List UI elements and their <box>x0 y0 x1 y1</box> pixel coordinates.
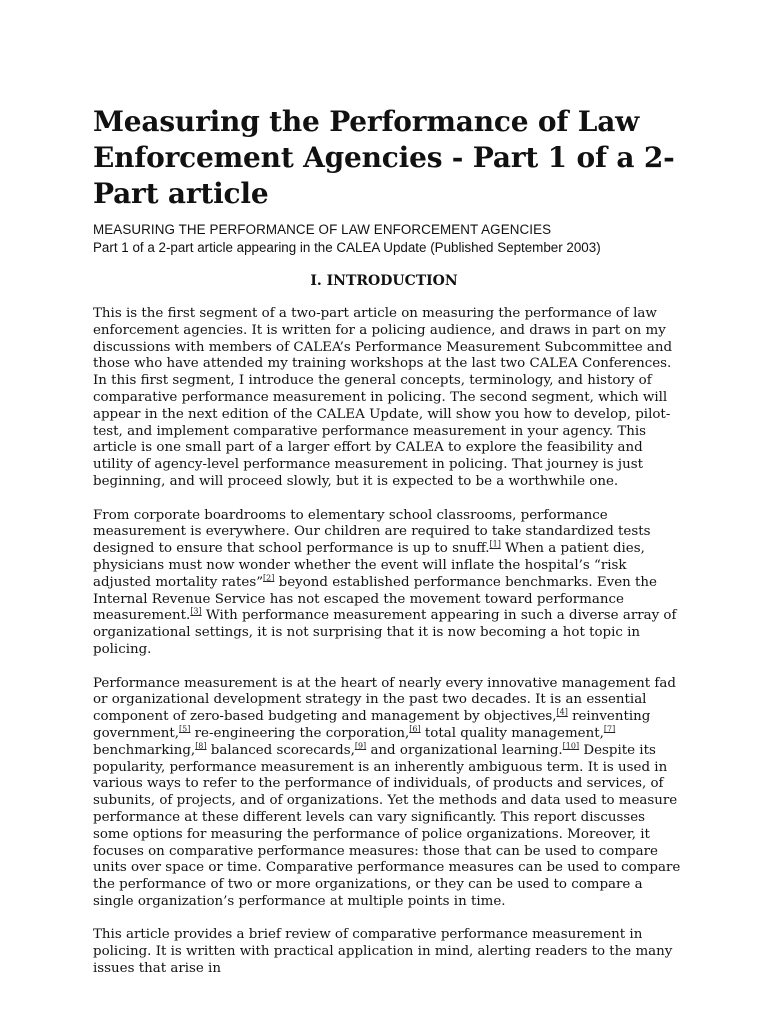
paragraph-2-text-c: beyond established performance benchmarks. Even the Internal Revenue Service has not escaped the movement toward performance measurement. <box>93 574 657 624</box>
subtitle-publication-line: Part 1 of a 2-part article appearing in the CALEA Update (Published September 2003) <box>93 240 601 255</box>
paragraph-3-text-b: reinventing government, <box>93 709 651 741</box>
footnote-link-10[interactable]: [10] <box>562 741 580 751</box>
subtitle-caps: MEASURING THE PERFORMANCE OF LAW ENFORCEMENT AGENCIES <box>93 222 552 237</box>
paragraph-4: This article provides a brief review of comparative performance measurement in policing. It is written with practical application in mind, alerting readers to the many issues that arise in <box>93 927 673 977</box>
article-title: Measuring the Performance of Law Enforcement Agencies - Part 1 of a 2-Part article <box>93 105 675 210</box>
paragraph-2 <box>93 508 683 659</box>
paragraph-3-text-c: re-engineering the corporation, <box>190 725 410 741</box>
footnote-link-6[interactable]: [6] <box>409 724 421 734</box>
article-subtitle-block <box>93 221 733 257</box>
paragraph-3-text-g: and organizational learning. <box>366 742 563 758</box>
section-heading: I. INTRODUCTION <box>310 273 458 289</box>
paragraph-2-text-a: From corporate boardrooms to elementary school classrooms, performance measurement is everywhere. Our children are required to take standardized tests designed to ensure that school performance is up to snuff. <box>93 507 651 557</box>
footnote-link-5[interactable]: [5] <box>179 724 191 734</box>
paragraph-1: This is the first segment of a two-part article on measuring the performance of law enforcement agencies. It is written for a policing audience, and draws in part on my discussions with members of CALEA’s Performance Measurement Subcommittee and those who have attended my training workshops at the last two CALEA Conferences. In this first segment, I introduce the general concepts, terminology, and history of comparative performance measurement in policing. The second segment, which will appear in the next edition of the CALEA Update, will show you how to develop, pilot-test, and implement comparative performance measurement in your agency. This article is one small part of a larger effort by CALEA to explore the feasibility and utility of agency-level performance measurement in policing. That journey is just beginning, and will proceed slowly, but it is expected to be a worthwhile one. <box>93 306 673 489</box>
paragraph-3-text-e: benchmarking, <box>93 742 196 758</box>
paragraph-3-text-f: balanced scorecards, <box>206 742 355 758</box>
paragraph-3-text-h: Despite its popularity, performance measurement is an inherently ambiguous term. It is used in various ways to refer to the performance of individuals, of products and services, of subunits, of projects, and of organizations. Yet the methods and data used to measure performance at these different levels can vary significantly. This report discusses some options for measuring the performance of police organizations. Moreover, it focuses on comparative performance measures: those that can be used to compare units over space or time. Comparative performance measures can be used to compare the performance of two or more organizations, or they can be used to compare a single organization’s performance at multiple points in time. <box>93 742 681 909</box>
footnote-link-1[interactable]: [1] <box>489 539 501 549</box>
paragraph-2-text-d: With performance measurement appearing in such a diverse array of organizational settings, it is not surprising that it is now becoming a hot topic in policing. <box>93 608 677 657</box>
paragraph-3-text-a: Performance measurement is at the heart of nearly every innovative management fad or organizational development strategy in the past two decades. It is an essential component of zero-based budgeting and management by objectives, <box>93 675 676 725</box>
footnote-link-2[interactable]: [2] <box>263 573 275 583</box>
paragraph-2-text-b: When a patient dies, physicians must now wonder whether the event will inflate the hospital’s “risk adjusted mortality rates” <box>93 541 645 590</box>
footnote-link-4[interactable]: [4] <box>556 707 568 717</box>
footnote-link-7[interactable]: [7] <box>603 724 616 734</box>
footnote-link-9[interactable]: [9] <box>354 741 367 751</box>
footnote-link-8[interactable]: [8] <box>195 741 207 751</box>
paragraph-3 <box>93 676 683 911</box>
footnote-link-3[interactable]: [3] <box>190 606 202 616</box>
article-body <box>93 306 683 995</box>
paragraph-3-text-d: total quality management, <box>420 725 604 741</box>
